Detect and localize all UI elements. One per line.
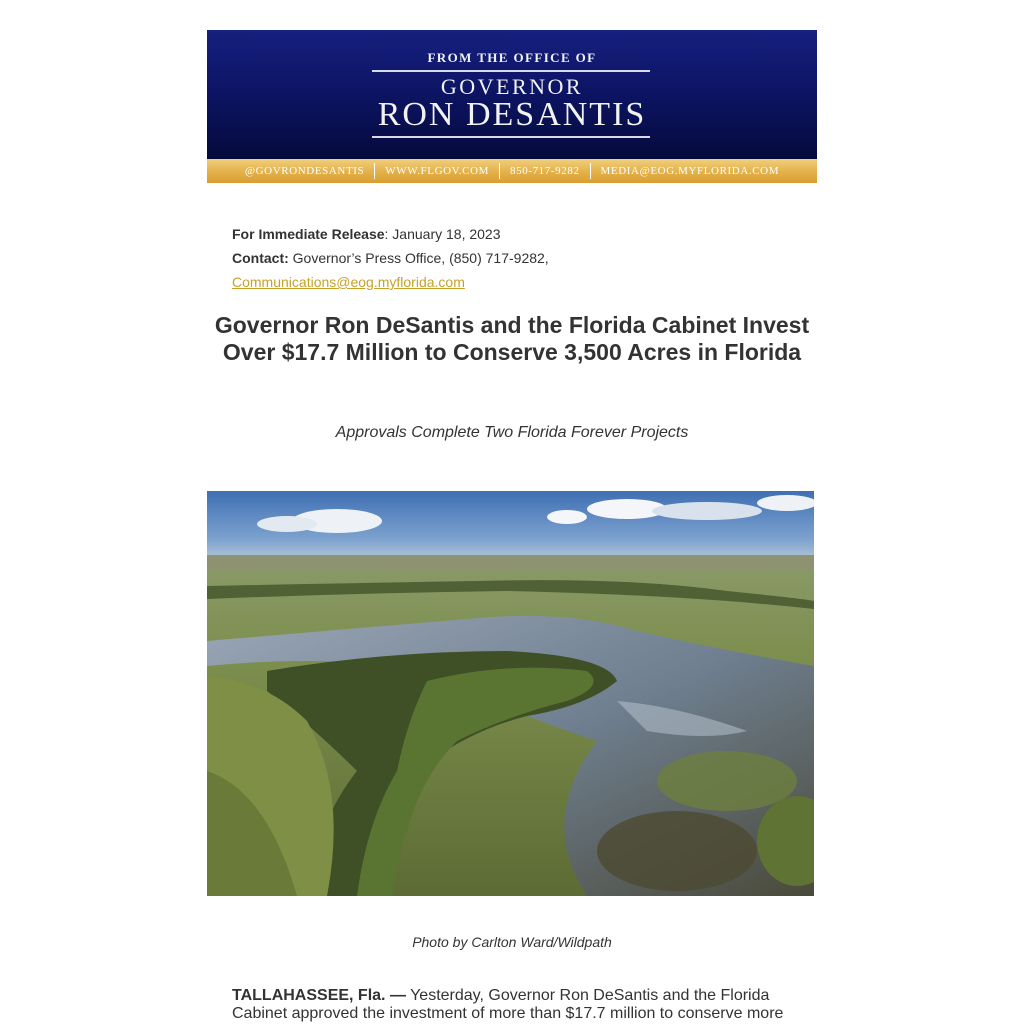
release-label: For Immediate Release (232, 226, 385, 242)
governor-banner (207, 30, 817, 183)
wetlands-photo-image (207, 491, 814, 896)
release-date: : January 18, 2023 (384, 226, 501, 242)
banner-name: RON DESANTIS (377, 96, 647, 133)
press-release-subheadline: Approvals Complete Two Florida Forever Projects (335, 424, 689, 441)
contact-label: Contact: (232, 250, 289, 266)
banner-contact-bar (207, 159, 817, 183)
contact-line (232, 246, 549, 270)
contact-email-line (232, 270, 549, 294)
press-release-headline: Governor Ron DeSantis and the Florida Cabinet Invest Over $17.7 Million to Conserve 3,500 Acres in Florida (214, 312, 810, 365)
header-banner (207, 30, 817, 183)
body-paragraph-text: Yesterday, Governor Ron DeSantis and the Florida Cabinet approved the investment of more than $17.7 million to conserve more (232, 987, 784, 1022)
banner-link-phone[interactable]: 850-717-9282 (510, 165, 580, 177)
photo-caption: Photo by Carlton Ward/Wildpath (412, 934, 612, 950)
banner-rule-bottom (372, 136, 650, 138)
dateline: TALLAHASSEE, Fla. — (232, 987, 406, 1004)
release-line (232, 222, 549, 246)
banner-link-website[interactable]: WWW.FLGOV.COM (385, 165, 490, 177)
contact-text: Governor’s Press Office, (850) 717-9282, (288, 250, 549, 266)
banner-title: GOVERNOR (440, 74, 584, 99)
release-meta (232, 222, 549, 294)
banner-link-twitter[interactable]: @GOVRONDESANTIS (244, 165, 365, 177)
contact-email-link[interactable]: Communications@eog.myflorida.com (232, 274, 465, 290)
banner-rule-top (372, 70, 650, 72)
wetlands-photo (207, 491, 814, 896)
body-paragraph (232, 987, 792, 1023)
banner-from-office: FROM THE OFFICE OF (427, 50, 597, 65)
banner-link-email[interactable]: MEDIA@EOG.MYFLORIDA.COM (600, 165, 780, 177)
banner-logo (207, 30, 817, 159)
